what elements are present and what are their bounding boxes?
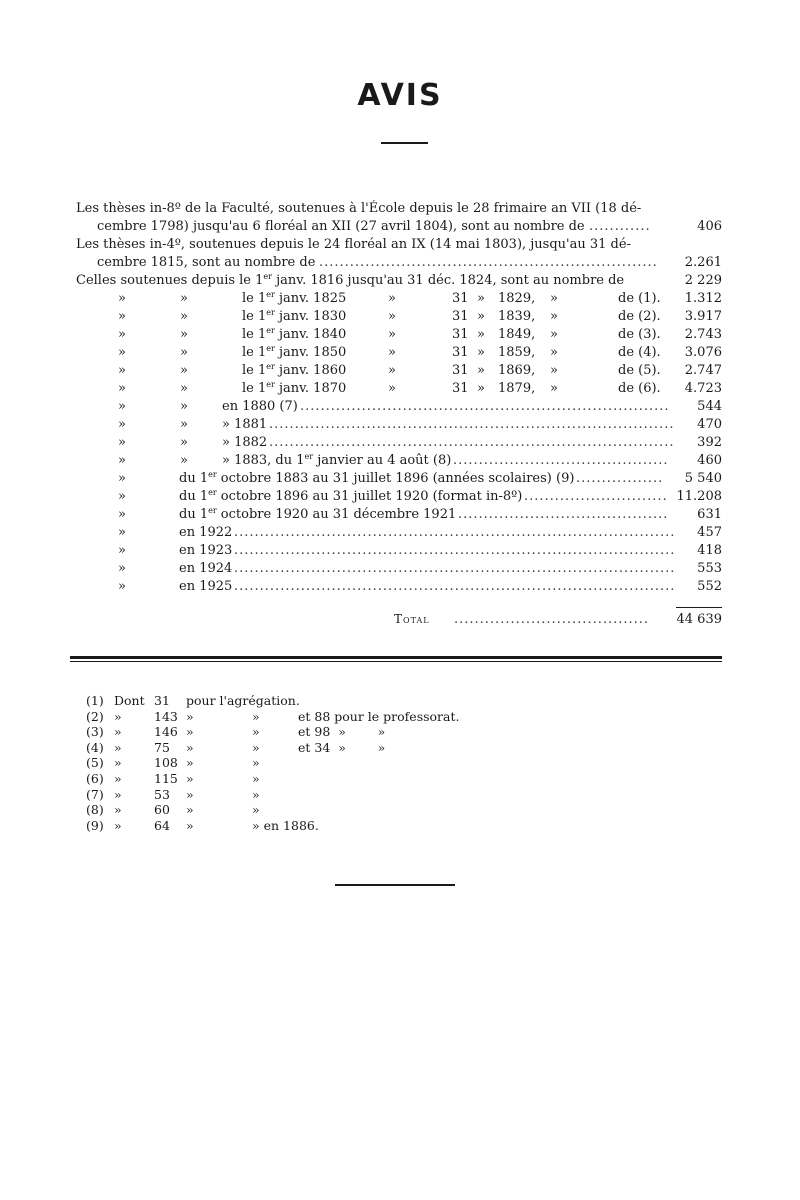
footnote-count: 75 (154, 739, 170, 755)
ditto-mark: » (388, 309, 396, 324)
date-end: 1859, (498, 345, 536, 360)
ditto-mark: » (477, 345, 485, 360)
ditto-mark: » (118, 453, 126, 468)
row-label: » 1883, du 1er janvier au 4 août (8) (222, 452, 452, 468)
footnote-extra: et 98 » » (298, 724, 386, 740)
footnote-ditto: » (186, 802, 194, 818)
footnote-ditto: » (186, 724, 194, 740)
para3-line (76, 272, 722, 290)
leader-dots: .................................................................. (319, 255, 658, 270)
leader-dots: ............................................................................... (269, 417, 675, 432)
range-row (76, 362, 722, 380)
row-label: du 1er octobre 1920 au 31 décembre 1921 (179, 506, 457, 522)
day: 31 (452, 381, 469, 396)
ditto-mark: » (118, 579, 126, 594)
row-value: 392 (697, 435, 722, 450)
day: 31 (452, 345, 469, 360)
footnote-ref: de (5). (618, 363, 661, 378)
date-start: le 1er janv. 1870 (242, 380, 347, 396)
footnote-number: (3) (86, 724, 104, 740)
footnote-count: 143 (154, 708, 178, 724)
footnote-word: » (114, 802, 122, 818)
total-label: Total (394, 612, 430, 626)
footnote-ref: de (2). (618, 309, 661, 324)
footnote-number: (9) (86, 817, 104, 833)
leader-row (76, 398, 722, 416)
footnote-ditto: » (252, 755, 260, 771)
para1-text1: Les thèses in-8º de la Faculté, soutenues à l'École depuis le 28 frimaire an VII (18 dé- (76, 201, 642, 216)
ditto-mark: » (388, 345, 396, 360)
leader-dots: ...................................................................................... (234, 543, 676, 558)
leader-row (76, 416, 722, 434)
ditto-mark: » (180, 381, 188, 396)
footnote-line (86, 724, 726, 740)
date-end: 1839, (498, 309, 536, 324)
footnote-line (86, 755, 726, 771)
ditto-mark: » (118, 417, 126, 432)
leader-row (76, 542, 722, 560)
date-start: le 1er janv. 1830 (242, 308, 347, 324)
day: 31 (452, 291, 469, 306)
ditto-mark: » (477, 309, 485, 324)
ditto-mark: » (180, 399, 188, 414)
leader-dots: ...................................................................................... (234, 525, 676, 540)
ditto-mark: » (118, 291, 126, 306)
leader-dots: ...................................................................................... (234, 561, 676, 576)
row-value: 470 (697, 417, 722, 432)
row-value: 457 (697, 525, 722, 540)
day: 31 (452, 363, 469, 378)
ditto-mark: » (477, 381, 485, 396)
footnote-count: 31 (154, 693, 170, 708)
date-start: le 1er janv. 1825 (242, 290, 347, 306)
footnote-count: 60 (154, 802, 170, 818)
ditto-mark: » (388, 363, 396, 378)
footnote-number: (5) (86, 755, 104, 771)
para1-line2 (97, 218, 722, 236)
footnote-ref: de (3). (618, 327, 661, 342)
section-rule (70, 656, 722, 659)
total-leader-dots: ...................................... (454, 612, 650, 627)
row-value: 4.723 (684, 381, 722, 396)
para1-value: 406 (697, 219, 722, 234)
footnote-ditto: » (252, 708, 260, 724)
row-label: en 1922 (179, 525, 233, 540)
leader-dots: .......................................... (453, 453, 669, 468)
row-value: 3.076 (684, 345, 722, 360)
row-value: 553 (697, 561, 722, 576)
row-value: 5 540 (684, 471, 722, 486)
footnote-ref: de (6). (618, 381, 661, 396)
footnote-number: (7) (86, 786, 104, 802)
footnote-count: 53 (154, 786, 170, 802)
leader-row (76, 506, 722, 524)
leader-row (76, 578, 722, 596)
leader-dots: ................. (576, 471, 664, 486)
ditto-mark: » (180, 327, 188, 342)
range-row (76, 344, 722, 362)
ditto-mark: » (180, 309, 188, 324)
footnote-line (86, 709, 726, 725)
footnote-word: » (114, 739, 122, 755)
ditto-mark: » (118, 381, 126, 396)
footnote-count: 64 (154, 817, 170, 833)
range-row (76, 290, 722, 308)
date-start: le 1er janv. 1860 (242, 362, 347, 378)
footnote-ditto: » (186, 771, 194, 786)
row-value: 11.208 (676, 489, 722, 504)
row-label: en 1880 (7) (222, 399, 298, 414)
section-rule-thin (70, 661, 722, 662)
footnote-line (86, 740, 726, 756)
page-title: AVIS (357, 78, 443, 113)
date-end: 1829, (498, 291, 536, 306)
footnote-ditto: » en 1886. (252, 817, 319, 833)
footnote-count: 115 (154, 771, 178, 786)
ditto-mark: » (180, 435, 188, 450)
footnote-line (86, 771, 726, 787)
footnote-ref: de (4). (618, 345, 661, 360)
ditto-mark: » (550, 381, 558, 396)
row-value: 3.917 (684, 309, 722, 324)
ditto-mark: » (118, 327, 126, 342)
ditto-mark: » (118, 345, 126, 360)
day: 31 (452, 309, 469, 324)
row-value: 631 (697, 507, 722, 522)
row-value: 2.743 (684, 327, 722, 342)
footnote-word: Dont (114, 693, 145, 708)
footnote-line (86, 818, 726, 834)
footnote-ref: de (1). (618, 291, 661, 306)
leader-row (76, 488, 722, 506)
leader-row (76, 560, 722, 578)
row-label: du 1er octobre 1896 au 31 juillet 1920 (format in-8º) (179, 488, 523, 504)
ditto-mark: » (180, 363, 188, 378)
footnote-ditto: » (252, 739, 260, 755)
leader-dots: ............................ (524, 489, 668, 504)
footnote-extra: et 34 » » (298, 739, 386, 755)
para3-text: Celles soutenues depuis le 1er janv. 1816 jusqu'au 31 déc. 1824, sont au nombre de (76, 272, 625, 288)
date-end: 1879, (498, 381, 536, 396)
leader-row (76, 470, 722, 488)
footnote-word: » (114, 771, 122, 786)
ditto-mark: » (118, 399, 126, 414)
footnote-word: » (114, 817, 122, 833)
ditto-mark: » (477, 363, 485, 378)
title-rule (381, 142, 428, 144)
row-value: 544 (697, 399, 722, 414)
footnote-ditto: » (186, 817, 194, 833)
row-value: 2.747 (684, 363, 722, 378)
day: 31 (452, 327, 469, 342)
ditto-mark: » (118, 363, 126, 378)
leader-dots: ...................................................................................... (234, 579, 676, 594)
para1-line1 (76, 200, 722, 218)
date-start: le 1er janv. 1840 (242, 326, 347, 342)
row-label: en 1923 (179, 543, 233, 558)
footnote-word: » (114, 724, 122, 740)
ditto-mark: » (388, 327, 396, 342)
sum-rule (676, 607, 722, 608)
leader-dots: ............................................................................... (269, 435, 675, 450)
footnote-number: (6) (86, 771, 104, 786)
ditto-mark: » (118, 489, 126, 504)
footnote-ditto: » (186, 755, 194, 771)
ditto-mark: » (118, 561, 126, 576)
footnote-word: » (114, 786, 122, 802)
ditto-mark: » (118, 471, 126, 486)
footnote-ditto: » (252, 771, 260, 786)
leader-row (76, 524, 722, 542)
footnote-line (86, 802, 726, 818)
range-row (76, 380, 722, 398)
ditto-mark: » (550, 309, 558, 324)
row-label: » 1881 (222, 417, 268, 432)
ditto-mark: » (550, 345, 558, 360)
footnote-ditto: » (252, 724, 260, 740)
footnote-ditto: » (252, 786, 260, 802)
footnote-ditto: » (186, 739, 194, 755)
leader-dots: ......................................... (458, 507, 669, 522)
date-end: 1869, (498, 363, 536, 378)
ditto-mark: » (550, 291, 558, 306)
para2-text1: Les thèses in-4º, soutenues depuis le 24 floréal an IX (14 mai 1803), jusqu'au 31 dé- (76, 237, 631, 252)
ditto-mark: » (118, 525, 126, 540)
footnote-number: (1) (86, 693, 104, 708)
closing-rule (335, 884, 455, 886)
footnote-word: » (114, 708, 122, 724)
ditto-mark: » (180, 453, 188, 468)
ditto-mark: » (118, 309, 126, 324)
para1-text2: cembre 1798) jusqu'au 6 floréal an XII (27 avril 1804), sont au nombre de (97, 219, 585, 234)
para3-value: 2 229 (684, 273, 722, 288)
footnote-word: » (114, 755, 122, 771)
row-label: en 1925 (179, 579, 233, 594)
row-value: 418 (697, 543, 722, 558)
date-start: le 1er janv. 1850 (242, 344, 347, 360)
para2-text2: cembre 1815, sont au nombre de (97, 255, 316, 270)
footnote-ditto: pour l'agrégation. (186, 693, 300, 708)
ditto-mark: » (118, 543, 126, 558)
ditto-mark: » (388, 381, 396, 396)
ditto-mark: » (477, 291, 485, 306)
row-label: du 1er octobre 1883 au 31 juillet 1896 (années scolaires) (9) (179, 470, 575, 486)
ditto-mark: » (118, 507, 126, 522)
ditto-mark: » (550, 327, 558, 342)
leader-dots: ............ (589, 219, 651, 234)
row-label: en 1924 (179, 561, 233, 576)
footnote-count: 108 (154, 755, 178, 771)
footnote-ditto: » (252, 802, 260, 818)
ditto-mark: » (477, 327, 485, 342)
ditto-mark: » (118, 435, 126, 450)
row-value: 552 (697, 579, 722, 594)
range-row (76, 326, 722, 344)
row-value: 1.312 (684, 291, 722, 306)
footnote-number: (4) (86, 739, 104, 755)
ditto-mark: » (180, 291, 188, 306)
leader-dots: ........................................................................ (300, 399, 670, 414)
footnote-line (86, 787, 726, 803)
footnote-ditto: » (186, 786, 194, 802)
footnote-extra: et 88 pour le professorat. (298, 708, 460, 724)
footnote-number: (8) (86, 802, 104, 818)
ditto-mark: » (388, 291, 396, 306)
ditto-mark: » (180, 417, 188, 432)
total-value: 44 639 (676, 612, 722, 627)
ditto-mark: » (550, 363, 558, 378)
footnote-number: (2) (86, 708, 104, 724)
row-label: » 1882 (222, 435, 268, 450)
para2-line1 (76, 236, 722, 254)
para2-line2 (97, 254, 722, 272)
footnote-ditto: » (186, 708, 194, 724)
para2-value: 2.261 (684, 255, 722, 270)
leader-row (76, 452, 722, 470)
range-row (76, 308, 722, 326)
ditto-mark: » (180, 345, 188, 360)
row-value: 460 (697, 453, 722, 468)
date-end: 1849, (498, 327, 536, 342)
footnote-count: 146 (154, 724, 178, 740)
leader-row (76, 434, 722, 452)
footnote-line (86, 693, 726, 709)
